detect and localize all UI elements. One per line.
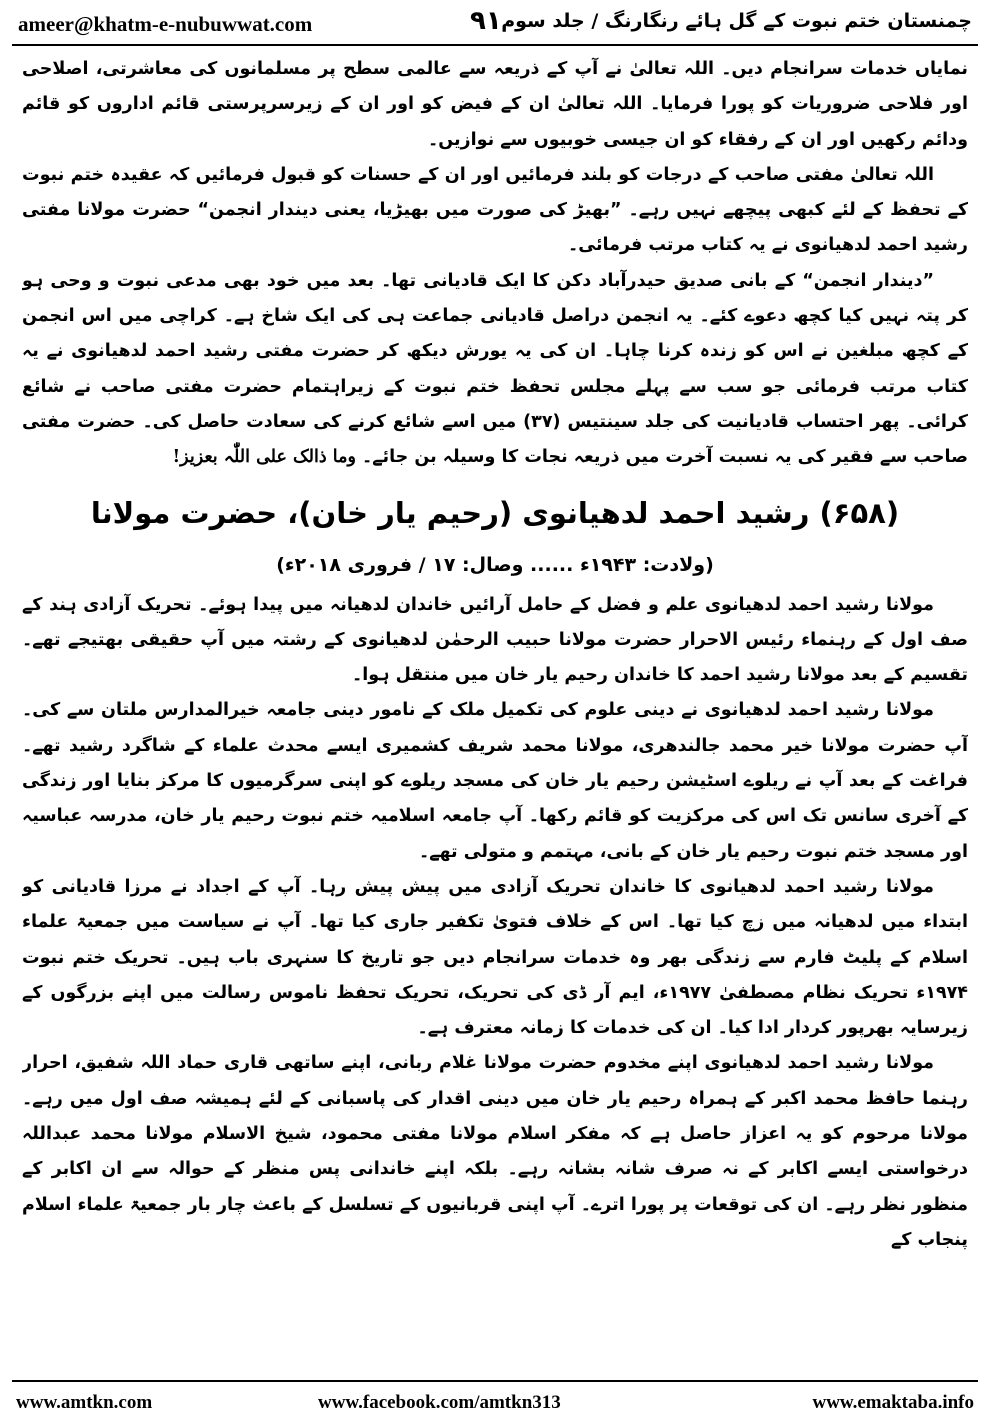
entry-paragraph-1: مولانا رشید احمد لدھیانوی علم و فضل کے حامل آرائیں خاندان لدھیانہ میں پیدا ہوئے۔ تحریک آزادی ہند کے صف اول کے رہنماء رئیس الاحرار حضرت مولانا حبیب الرحمٰن لدھیانوی کے رشتہ میں آپ حقیقی بھتیجے تھے۔ تقسیم کے بعد مولانا رشید احمد کا خاندان رحیم یار خان میں منتقل ہوا۔ bbox=[22, 594, 968, 686]
entry-dates: (ولادت: ۱۹۴۳ء ...... وصال: ۱۷ / فروری ۲۰۱۸ء) bbox=[276, 553, 714, 576]
page-body bbox=[22, 52, 968, 1376]
intro-paragraph-3-text: ”دیندار انجمن“ کے بانی صدیق حیدرآباد دکن کا ایک قادیانی تھا۔ بعد میں خود بھی مدعی نبوت و وحی ہو کر پتہ نہیں کیا کچھ دعوے کئے۔ یہ انجمن دراصل قادیانی جماعت ہی کی ایک شاخ ہے۔ کراچی میں اس انجمن کے کچھ مبلغین نے اس کو زندہ کرنا چاہا۔ ان کی یہ یورش دیکھ کر حضرت مفتی رشید احمد لدھیانوی نے یہ کتاب مرتب فرمائی جو سب سے پہلے مجلس تحفظ ختم نبوت کے زیراہتمام حضرت مفتی صاحب نے شائع کرائی۔ پھر احتساب قادیانیت کی جلد سینتیس (۳۷) میں اسے شائع کرنے کی سعادت حاصل کی۔ حضرت مفتی صاحب سے فقیر کی یہ نسبت آخرت میں ذریعہ نجات کا وسیلہ بن جائے۔ bbox=[22, 270, 968, 468]
footer-divider bbox=[12, 1380, 978, 1382]
page-header bbox=[0, 0, 990, 44]
intro-paragraph-1: نمایاں خدمات سرانجام دیں۔ اللہ تعالیٰ نے آپ کے ذریعہ سے عالمی سطح پر مسلمانوں کی معاشرتی، اصلاحی اور فلاحی ضروریات کو پورا فرمایا۔ اللہ تعالیٰ ان کے فیض کو اور ان کے زیرسرپرستی قائم اداروں کو قائم ودائم رکھیں اور ان کے رفقاء کو ان جیسی خوبیوں سے نوازیں۔ bbox=[22, 59, 968, 150]
intro-paragraph-2: اللہ تعالیٰ مفتی صاحب کے درجات کو بلند فرمائیں اور ان کے حسنات کو قبول فرمائیں کہ عقیدہ ختم نبوت کے تحفظ کے لئے کبھی پیچھے نہیں رہے۔ ”بھیڑ کی صورت میں بھیڑیا، یعنی دیندار انجمن“ حضرت مولانا مفتی رشید احمد لدھیانوی نے یہ کتاب مرتب فرمائی۔ bbox=[22, 164, 968, 256]
intro-paragraph-3 bbox=[22, 264, 968, 476]
entry-paragraph-3: مولانا رشید احمد لدھیانوی کا خاندان تحریک آزادی میں پیش پیش رہا۔ آپ کے اجداد نے مرزا قادیانی کو ابتداء میں لدھیانہ میں زچ کیا تھا۔ اس کے خلاف فتویٰ تکفیر جاری کیا تھا۔ آپ نے سیاست میں جمعیۃ علماء اسلام کے پلیٹ فارم سے زندگی بھر وہ خدمات سرانجام دیں جو تاریخ کا سنہری باب ہیں۔ تحریک ختم نبوت ۱۹۷۴ء تحریک نظام مصطفیٰ ۱۹۷۷ء، ایم آر ڈی کی تحریک، تحریک تحفظ ناموس رسالت میں اپنے بزرگوں کے زیرسایہ بھرپور کردار ادا کیا۔ ان کی خدمات کا زمانہ معترف ہے۔ bbox=[22, 876, 968, 1039]
page-footer bbox=[0, 1386, 990, 1420]
footer-link-facebook[interactable]: www.facebook.com/amtkn313 bbox=[318, 1392, 561, 1413]
header-email[interactable]: ameer@khatm-e-nubuwwat.com bbox=[18, 12, 313, 36]
entry-paragraph-4: مولانا رشید احمد لدھیانوی اپنے مخدوم حضرت مولانا غلام ربانی، اپنے ساتھی قاری حماد اللہ شفیق، احرار رہنما حافظ محمد اکبر کے ہمراہ رحیم یار خان میں دینی اقدار کی پاسبانی کے لئے ہمیشہ صف اول میں رہے۔ مولانا مرحوم کو یہ اعزاز حاصل ہے کہ مفکر اسلام مولانا مفتی محمود، شیخ الاسلام مولانا محمد عبداللہ درخواستی ایسے اکابر کے نہ صرف شانہ بشانہ رہے۔ بلکہ اپنے خاندانی پس منظر کے حوالہ سے ان اکابر کے منظور نظر رہے۔ ان کی توقعات پر پورا اترے۔ آپ اپنی قربانیوں کے تسلسل کے باعث چار بار جمعیۃ علماء اسلام پنجاب کے bbox=[22, 1053, 968, 1250]
entry-paragraph-2: مولانا رشید احمد لدھیانوی نے دینی علوم کی تکمیل ملک کے نامور دینی جامعہ خیرالمدارس ملتان سے کی۔ آپ حضرت مولانا خیر محمد جالندھری، مولانا محمد شریف کشمیری ایسے محدث علماء کے شاگرد رشید تھے۔ فراغت کے بعد آپ نے ریلوے اسٹیشن رحیم یار خان کی مسجد ریلوے کو اپنی سرگرمیوں کا مرکز بنایا اور زندگی کے آخری سانس تک اس کی مرکزیت کو قائم رکھا۔ آپ جامعہ اسلامیہ ختم نبوت رحیم یار خان، مدرسہ عباسیہ اور مسجد ختم نبوت رحیم یار خان کے بانی، مہتمم و متولی تھے۔ bbox=[22, 700, 968, 862]
header-divider bbox=[12, 44, 978, 46]
closing-quote: وما ذالک علی اللّٰہ بعزیز! bbox=[172, 447, 356, 468]
book-title: چمنستان ختم نبوت کے گل ہائے رنگارنگ / جلد سوم bbox=[501, 10, 972, 32]
page-number: ۹۱ bbox=[470, 6, 502, 36]
footer-link-amtkn[interactable]: www.amtkn.com bbox=[16, 1392, 153, 1413]
footer-link-emaktaba[interactable]: www.emaktaba.info bbox=[812, 1392, 974, 1413]
entry-heading: (۶۵۸) رشید احمد لدھیانوی (رحیم یار خان)، حضرت مولانا bbox=[90, 495, 900, 530]
